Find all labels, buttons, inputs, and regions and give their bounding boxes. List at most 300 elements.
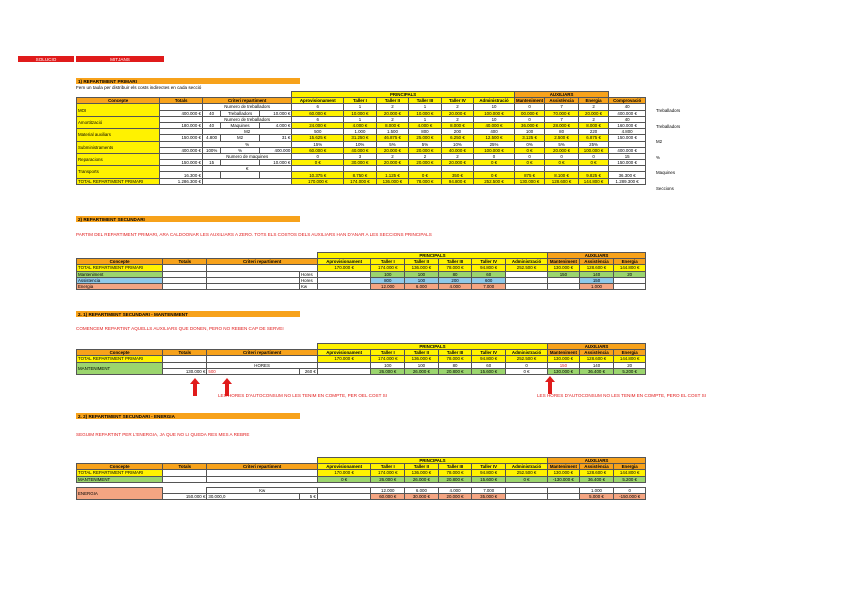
- primary-distribution-table: [76, 91, 646, 185]
- amount-cell: 25.000 €: [409, 135, 442, 141]
- col-header: Totals: [160, 98, 203, 104]
- amount-cell: 4.000 €: [409, 122, 442, 128]
- criteria-cost: 31 €: [259, 135, 292, 141]
- concept-cell: MANTENIMENT: [77, 476, 163, 482]
- concept-cell: Material auxiliars: [77, 129, 160, 141]
- col-header: Comprovació: [609, 98, 646, 104]
- criteria-cell: M2: [202, 129, 291, 135]
- total-amount: 94.800 €: [472, 265, 506, 271]
- amount-cell: 100.000 €: [474, 147, 515, 153]
- col-header: Manteniment: [548, 350, 580, 356]
- amount-cell: 60.000 €: [371, 493, 405, 499]
- side-unit-label: M2: [656, 139, 663, 145]
- energy-label: ENERGIA: [77, 487, 163, 499]
- value-cell: 20: [614, 271, 646, 277]
- concept-cell: Subministraments: [77, 141, 160, 153]
- amount-cell: 160.000 €: [609, 122, 646, 128]
- hours-cell: 100: [371, 362, 405, 368]
- total-amount: 136.000 €: [405, 470, 439, 476]
- value-cell: 150: [548, 271, 580, 277]
- amount-cell: 26.000 €: [405, 476, 439, 482]
- ratio-cell: 2: [441, 116, 474, 122]
- maintenance-label: MANTENIMENT: [77, 362, 163, 374]
- ratio-cell: 7: [545, 104, 579, 110]
- amount-cell: 350 €: [441, 172, 474, 178]
- amount-cell: 00.000 €: [514, 110, 544, 116]
- amount-cell: 20.000 €: [409, 147, 442, 153]
- col-header: Assistència: [579, 464, 614, 470]
- col-header: Assistència: [579, 350, 614, 356]
- col-header: Taller I: [371, 464, 405, 470]
- total-amount: 174.000 €: [371, 470, 405, 476]
- maintenance-row-bottom: [77, 368, 646, 374]
- spacer: [163, 283, 207, 289]
- total-amount: 78.000 €: [409, 178, 442, 184]
- ratio-cell: 5%: [545, 141, 579, 147]
- total-amount: 94.800 €: [472, 470, 506, 476]
- ratio-cell: 1: [409, 116, 442, 122]
- unit-cost: 5 €: [299, 493, 317, 499]
- spacer: [207, 283, 300, 289]
- section2-note: PARTIM DEL REPARTIMENT PRIMARI, ARA CALDOONAR LES AUXILIARS A ZERO. TOTS ELS COSTOS DELS AUXILIARS HAN D'ANAR A LES SECCIONS PRINCIPALS: [76, 232, 432, 237]
- value-cell: 150: [579, 277, 614, 283]
- side-unit-label: Treballadors: [656, 108, 681, 113]
- amount-cell: 20.000 €: [438, 493, 472, 499]
- total-cell: 150.000 €: [160, 160, 203, 166]
- hours-cell: 140: [579, 362, 614, 368]
- amount-cell: 24.000 €: [292, 122, 344, 128]
- amount-cell: 100.000 €: [474, 110, 515, 116]
- ratio-cell: 15%: [292, 141, 344, 147]
- amount-cell: 20.800 €: [438, 476, 472, 482]
- amount-cell: 5.200 €: [614, 368, 646, 374]
- amount-cell: 20.000 €: [409, 160, 442, 166]
- section1-title: 1) REPARTIMENT PRIMARI: [76, 78, 300, 84]
- mitjans-label: MITJANS: [76, 56, 164, 62]
- amount-cell: 0 €: [317, 476, 371, 482]
- amount-cell: 0 €: [506, 476, 548, 482]
- amount-cell: [506, 493, 548, 499]
- section1-subtitle: Fem un taula per distribuir els costs indirectes en cada secció: [76, 85, 202, 90]
- criteria-cost: 400.000: [259, 147, 292, 153]
- amount-cell: 36.300 €: [609, 172, 646, 178]
- amount-cell: 8.000 €: [578, 122, 608, 128]
- col-header: Concepte: [77, 259, 163, 265]
- criteria-cell: Numero de treballadors: [202, 104, 291, 110]
- ratio-cell: 6: [292, 116, 344, 122]
- kw-cell: 4.000: [438, 487, 472, 493]
- amount-cell: 8.000 €: [376, 122, 409, 128]
- col-header: Criteri repartiment: [207, 464, 317, 470]
- criteria-unit: %: [221, 147, 260, 153]
- col-header: Taller IV: [472, 464, 506, 470]
- hours-cell: 0: [506, 362, 548, 368]
- criteria-qty: 15: [202, 160, 220, 166]
- amount-cell: 35.000 €: [472, 493, 506, 499]
- total-amount: 94.800 €: [472, 356, 506, 362]
- col-header: Taller III: [438, 350, 472, 356]
- amount-cell: 20.000 €: [441, 160, 474, 166]
- total-amount: 252.500 €: [506, 265, 548, 271]
- amount-cell: 130.000 €: [548, 368, 580, 374]
- group-auxiliars: AUXILIARS: [548, 344, 646, 350]
- unit-cost: 260 €: [299, 368, 317, 374]
- ratio-cell: 0: [578, 153, 608, 159]
- total-row: [77, 178, 646, 184]
- col-header: Totals: [163, 259, 207, 265]
- group-auxiliars: AUXILIARS: [548, 458, 646, 464]
- value-cell: 6.000: [405, 283, 439, 289]
- section2-title: 2) REPARTIMENT SECUNDARI: [76, 216, 300, 222]
- col-header: Taller II: [376, 98, 409, 104]
- total-cell: 130.000 €: [163, 368, 207, 374]
- ratio-cell: 10%: [344, 141, 377, 147]
- total-amount: 136.000 €: [405, 356, 439, 362]
- hours-cell: 60: [472, 362, 506, 368]
- col-header: Manteniment: [548, 464, 580, 470]
- ratio-cell: 40: [609, 116, 646, 122]
- total-amount: 94.800 €: [441, 178, 474, 184]
- kw-cell: 7.000: [472, 487, 506, 493]
- amount-cell: 8.100 €: [545, 172, 579, 178]
- arrow-up-icon: [190, 378, 200, 396]
- criteria-unit: Treballadors: [221, 110, 260, 116]
- amount-cell: -150.000 €: [614, 493, 646, 499]
- ratio-cell: 0: [474, 153, 515, 159]
- unit-cell: Kw: [207, 487, 317, 493]
- amount-cell: 10.375 €: [292, 172, 344, 178]
- amount-cell: 10.000 €: [344, 110, 377, 116]
- col-header: Aprovisionament: [292, 98, 344, 104]
- amount-cell: 1.125 €: [376, 172, 409, 178]
- ratio-cell: 500: [292, 129, 344, 135]
- hours-cell: 150: [548, 362, 580, 368]
- amount-cell: 0 €: [578, 160, 608, 166]
- total-amount: 78.000 €: [438, 265, 472, 271]
- total-amount: 170.000 €: [317, 470, 371, 476]
- col-header: Concepte: [77, 350, 163, 356]
- ratio-cell: 800: [409, 129, 442, 135]
- col-header: Criteri repartiment: [202, 98, 291, 104]
- ratio-cell: 1: [344, 104, 377, 110]
- ratio-cell: 0: [514, 116, 544, 122]
- total-cell: 1.286.300 €: [160, 178, 203, 184]
- value-cell: 7.000: [472, 283, 506, 289]
- total-label: TOTAL REPARTIMENT PRIMARI: [77, 470, 163, 476]
- col-header: Taller IV: [472, 350, 506, 356]
- ratio-cell: 3: [344, 153, 377, 159]
- total-amount: 144.800 €: [578, 178, 608, 184]
- amount-cell: 150.000 €: [609, 160, 646, 166]
- ratio-cell: 10: [474, 104, 515, 110]
- value-cell: 60: [472, 271, 506, 277]
- amount-cell: 3.125 €: [514, 135, 544, 141]
- section22-note: SEGUIM REPARTINT PER L'ENERGIA, JA QUE NO LI QUEDA RES MES A REBRE: [76, 432, 250, 437]
- amount-cell: 26.000 €: [405, 368, 439, 374]
- amount-cell: 9.825 €: [578, 172, 608, 178]
- ratio-cell: 100: [514, 129, 544, 135]
- solucio-label: SOLUCIO: [18, 56, 74, 62]
- value-cell: 800: [371, 277, 405, 283]
- amount-cell: 70.000 €: [545, 110, 579, 116]
- value-cell: 100: [405, 271, 439, 277]
- unit-cell: Hores: [299, 277, 317, 283]
- total-amount: 128.600 €: [579, 470, 614, 476]
- ratio-cell: 7: [545, 116, 579, 122]
- amount-cell: 0 €: [506, 368, 548, 374]
- col-header: Totals: [163, 464, 207, 470]
- side-unit-label: Maquines: [656, 170, 676, 176]
- amount-cell: 400.000 €: [609, 147, 646, 153]
- amount-cell: 20.000 €: [578, 110, 608, 116]
- amount-cell: 2.500 €: [545, 135, 579, 141]
- unit-cell: Hores: [299, 271, 317, 277]
- total-amount: 174.000 €: [371, 265, 405, 271]
- amount-cell: 8.750 €: [344, 172, 377, 178]
- total-cell: 16.300 €: [160, 172, 203, 178]
- col-header: Energia: [578, 98, 608, 104]
- criteria-cost: 10.000 €: [259, 110, 292, 116]
- col-header: Aprovisionament: [317, 350, 371, 356]
- value-cell: 100: [371, 271, 405, 277]
- total-amount: 174.000 €: [344, 178, 377, 184]
- ratio-cell: 25%: [578, 141, 608, 147]
- total-label: TOTAL REPARTIMENT PRIMARI: [77, 265, 163, 271]
- side-unit-label: Seccions: [656, 186, 674, 191]
- col-header: Totals: [163, 350, 207, 356]
- col-header: Taller II: [405, 259, 439, 265]
- amount-cell: 10.000 €: [409, 110, 442, 116]
- hours-cell: 20: [614, 362, 646, 368]
- col-header: Energia: [614, 259, 646, 265]
- col-header: Administració: [506, 259, 548, 265]
- total-amount: 78.000 €: [438, 356, 472, 362]
- total-amount: 130.000 €: [514, 178, 544, 184]
- amount-cell: 5.200 €: [614, 476, 646, 482]
- amount-cell: 30.000 €: [344, 160, 377, 166]
- col-header: Taller I: [371, 350, 405, 356]
- total-amount: 128.600 €: [579, 356, 614, 362]
- total-cell: 400.000 €: [160, 110, 203, 116]
- col-header: Taller II: [405, 464, 439, 470]
- amount-cell: 30.000 €: [405, 493, 439, 499]
- concept-cell: Energia: [77, 283, 163, 289]
- ratio-cell: 0: [292, 153, 344, 159]
- ratio-cell: 5%: [376, 141, 409, 147]
- kw-cell: 6.000: [405, 487, 439, 493]
- concept-cell: MOI: [77, 104, 160, 116]
- col-header: Taller IV: [472, 259, 506, 265]
- col-header: Aprovisionament: [317, 464, 371, 470]
- total-amount: 130.000 €: [548, 470, 580, 476]
- ratio-cell: 40: [609, 104, 646, 110]
- total-amount: 174.000 €: [371, 356, 405, 362]
- col-header: Aprovisionament: [317, 259, 371, 265]
- ratio-cell: 15: [609, 153, 646, 159]
- section22-title: 2. 2) REPARTIMENT SECUNDARI - ENERGIA: [76, 413, 300, 419]
- amount-cell: 0 €: [409, 172, 442, 178]
- ratio-cell: 2: [578, 104, 608, 110]
- col-header: Assistència: [545, 98, 579, 104]
- group-principals: PRINCIPALS: [292, 92, 514, 98]
- kw-cell: 12.000: [371, 487, 405, 493]
- col-header: Taller I: [344, 98, 377, 104]
- ratio-cell: 1.000: [344, 129, 377, 135]
- value-cell: 600: [472, 277, 506, 283]
- kw-total: 30.000,0: [207, 493, 300, 499]
- value-cell: 1.000: [579, 283, 614, 289]
- total-amount: 1.289.300 €: [609, 178, 646, 184]
- ratio-cell: 2: [578, 116, 608, 122]
- energy-table: [76, 457, 646, 500]
- hores-label: HORES: [207, 362, 317, 368]
- hours-total: 500: [207, 368, 300, 374]
- col-header: Concepte: [77, 98, 160, 104]
- amount-cell: 6.250 €: [441, 135, 474, 141]
- ratio-cell: 2: [441, 104, 474, 110]
- amount-cell: [317, 493, 371, 499]
- ratio-cell: 5%: [409, 141, 442, 147]
- total-cell: 400.000 €: [160, 147, 203, 153]
- amount-cell: 26.000 €: [371, 368, 405, 374]
- amount-cell: 20.800 €: [438, 368, 472, 374]
- ratio-cell: 200: [441, 129, 474, 135]
- value-cell: 4.000: [438, 283, 472, 289]
- value-cell: [614, 283, 646, 289]
- side-unit-label: %: [656, 154, 660, 160]
- col-header: Criteri repartiment: [207, 350, 317, 356]
- col-header: Taller II: [405, 350, 439, 356]
- concept-cell: Transports: [77, 166, 160, 178]
- amount-cell: 0 €: [545, 160, 579, 166]
- criteria-cell: %: [202, 141, 291, 147]
- col-header: Criteri repartiment: [207, 259, 317, 265]
- ratio-cell: 6: [292, 104, 344, 110]
- total-amount: 144.800 €: [614, 356, 646, 362]
- value-cell: 140: [579, 271, 614, 277]
- amount-cell: 20.000 €: [441, 110, 474, 116]
- amount-cell: 20.000 €: [376, 110, 409, 116]
- value-cell: 12.000: [371, 283, 405, 289]
- ratio-cell: 0: [514, 153, 544, 159]
- ratio-cell: 1.500: [376, 129, 409, 135]
- energy-row-bottom: [77, 493, 646, 499]
- value-cell: 80: [438, 271, 472, 277]
- group-principals: PRINCIPALS: [317, 253, 547, 259]
- total-amount: 252.500 €: [506, 470, 548, 476]
- ratio-cell: 2: [409, 153, 442, 159]
- total-amount: 170.000 €: [317, 356, 371, 362]
- criteria-unit: M2: [221, 135, 260, 141]
- criteria-cost: 10.000 €: [259, 160, 292, 166]
- total-amount: 128.600 €: [579, 265, 614, 271]
- amount-cell: 0 €: [292, 160, 344, 166]
- maintenance-table: [76, 343, 646, 375]
- col-header: Assistència: [579, 259, 614, 265]
- section21-title: 2. 1) REPARTIMENT SECUNDARI - MANTENIMENT: [76, 311, 300, 317]
- concept-cell: Amortització: [77, 116, 160, 128]
- amount-cell: 26.000 €: [371, 476, 405, 482]
- total-cell: 150.000 €: [160, 135, 203, 141]
- value-cell: [317, 283, 371, 289]
- arrow-up-icon: [545, 376, 555, 394]
- amount-cell: 0 €: [514, 147, 544, 153]
- amount-cell: [548, 493, 580, 499]
- total-amount: 252.500 €: [474, 178, 515, 184]
- unit-cell: Kw: [299, 283, 317, 289]
- total-amount: 136.000 €: [376, 178, 409, 184]
- criteria-qty: 4.800: [202, 135, 220, 141]
- col-header: Administració: [506, 464, 548, 470]
- ratio-cell: 10%: [441, 141, 474, 147]
- ratio-cell: 220: [578, 129, 608, 135]
- amount-cell: 8.000 €: [441, 122, 474, 128]
- group-auxiliars: AUXILIARS: [548, 253, 646, 259]
- amount-cell: 31.250 €: [344, 135, 377, 141]
- criteria-qty: 40: [202, 110, 220, 116]
- amount-cell: 20.000 €: [376, 147, 409, 153]
- side-unit-label: Treballadors: [656, 123, 681, 129]
- concept-cell: Assistencia: [77, 277, 163, 283]
- amount-cell: 100.000 €: [578, 147, 608, 153]
- spacer: [202, 178, 291, 184]
- group-principals: PRINCIPALS: [317, 344, 547, 350]
- amount-cell: 46.875 €: [376, 135, 409, 141]
- amount-cell: 40.000 €: [474, 122, 515, 128]
- col-header: Administració: [474, 98, 515, 104]
- criteria-cell: €: [202, 166, 291, 172]
- concept-cell: Reparacions: [77, 153, 160, 165]
- ratio-cell: 2: [376, 153, 409, 159]
- total-amount: 170.000 €: [317, 265, 371, 271]
- col-header: Manteniment: [548, 259, 580, 265]
- criteria-qty: 40: [202, 122, 220, 128]
- total-amount: 144.800 €: [614, 265, 646, 271]
- kw-cell: 0: [614, 487, 646, 493]
- total-amount: 130.000 €: [548, 265, 580, 271]
- amount-cell: 0 €: [474, 160, 515, 166]
- total-amount: 252.500 €: [506, 356, 548, 362]
- amount-cell: 4.000 €: [344, 122, 377, 128]
- total-cell: 180.000 €: [160, 122, 203, 128]
- col-header: Taller I: [371, 259, 405, 265]
- amount-cell: 0 €: [514, 160, 544, 166]
- col-header: Manteniment: [516, 98, 544, 104]
- ratio-cell: 1: [344, 116, 377, 122]
- ratio-cell: 0: [545, 153, 579, 159]
- amount-cell: 36.400 €: [579, 476, 614, 482]
- amount-cell: 36.000 €: [514, 122, 544, 128]
- amount-cell: 15.600 €: [472, 476, 506, 482]
- ratio-cell: 400: [474, 129, 515, 135]
- group-auxiliars: AUXILIARS: [514, 92, 608, 98]
- concept-cell: Manteniment: [77, 271, 163, 277]
- value-cell: [506, 283, 548, 289]
- secondary-row: [77, 283, 646, 289]
- autoconsum-note-right: LES HORES D'AUTOCONSUM NO LES TENIM EN COMPTE, PERO EL COST SI: [537, 393, 706, 398]
- total-amount: 130.000 €: [548, 356, 580, 362]
- amount-cell: 400.000 €: [609, 110, 646, 116]
- criteria-unit: Maquines: [221, 122, 260, 128]
- col-header: Energia: [614, 350, 646, 356]
- amount-cell: 20.000 €: [545, 147, 579, 153]
- ratio-cell: 1: [409, 104, 442, 110]
- autoconsum-note-left: LES HORES D'AUTOCONSUM NO LES TENIM EN COMPTE, PER OEL COST SI: [218, 393, 387, 398]
- amount-cell: 40.000 €: [441, 147, 474, 153]
- amount-cell: 20.000 €: [376, 160, 409, 166]
- amount-cell: 15.600 €: [472, 368, 506, 374]
- amount-cell: 0 €: [474, 172, 515, 178]
